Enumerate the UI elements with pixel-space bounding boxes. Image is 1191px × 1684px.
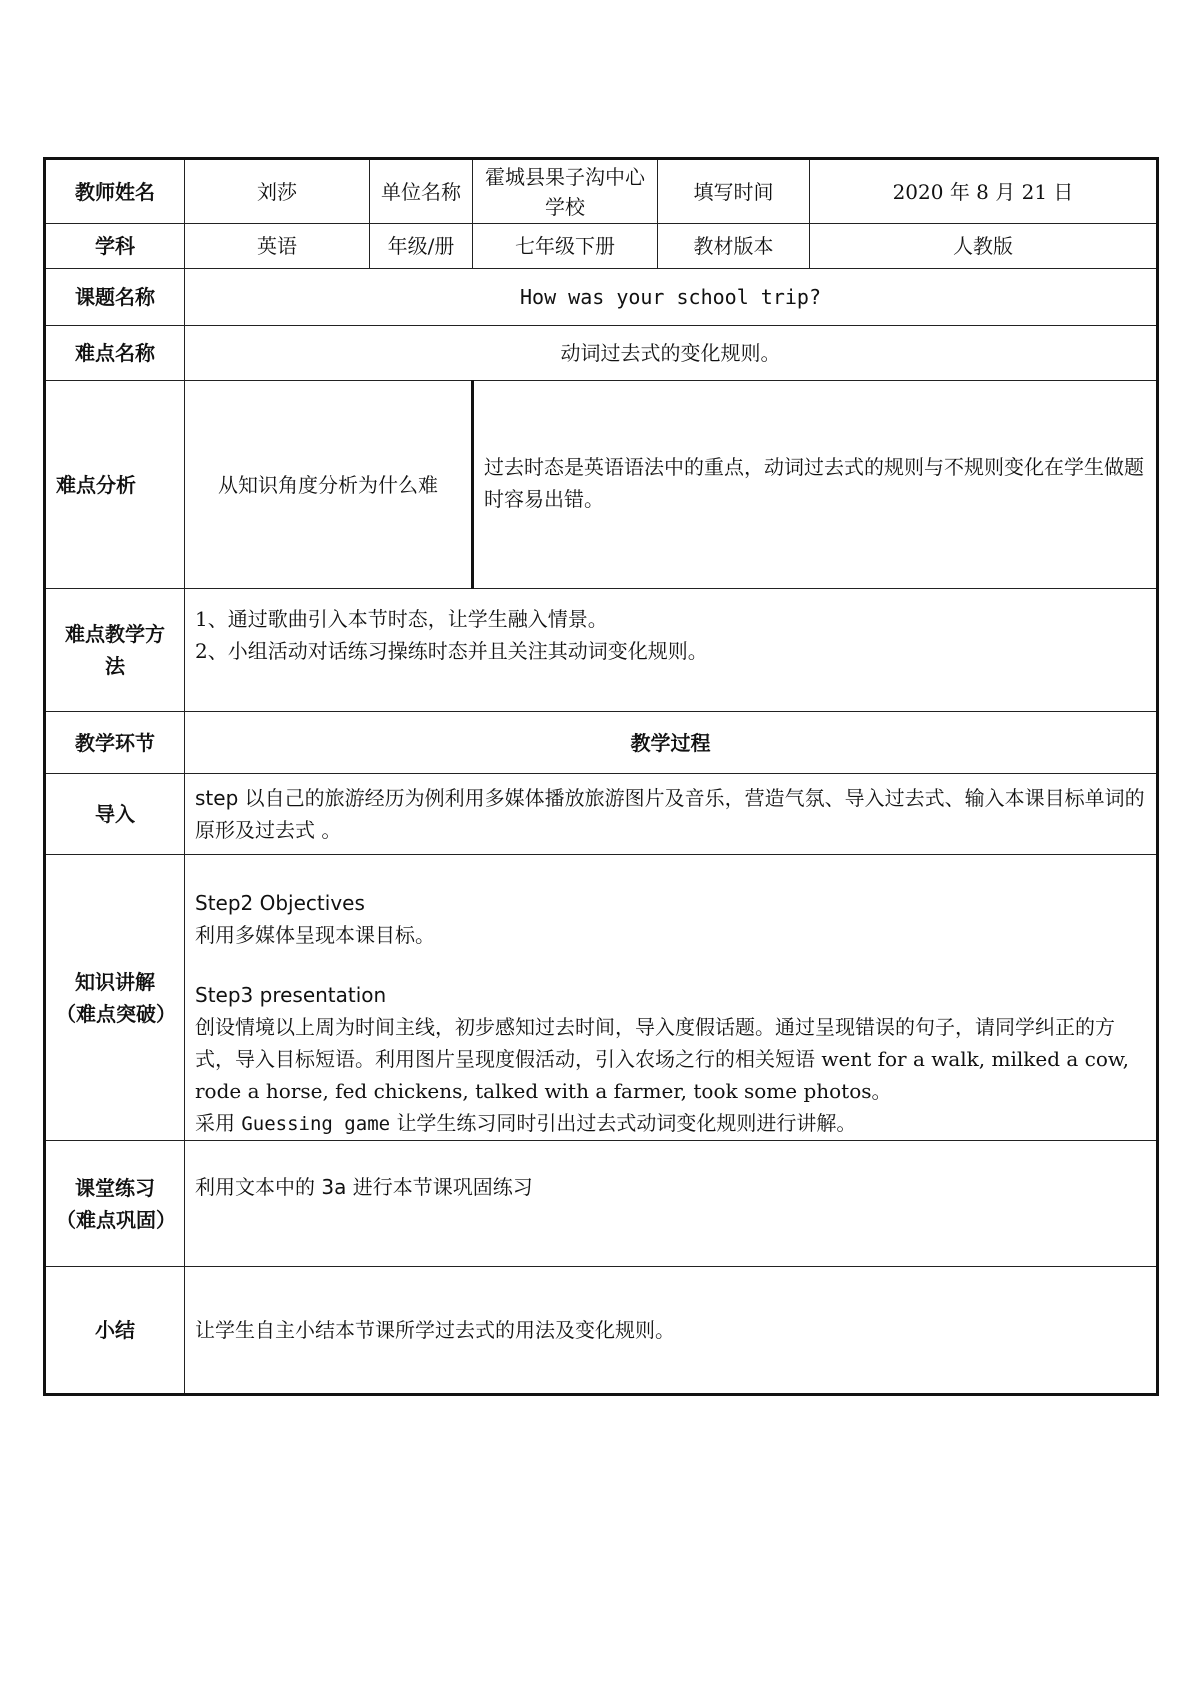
practice-text: 利用文本中的 3a 进行本节课巩固练习 (185, 1141, 1158, 1267)
step2-text: 利用多媒体呈现本课目标。 (195, 923, 435, 947)
method-label: 难点教学方法 (45, 589, 185, 712)
difficulty-value: 动词过去式的变化规则。 (185, 326, 1158, 381)
intro-label: 导入 (45, 774, 185, 855)
row-intro (45, 774, 1158, 855)
practice-label-1: 课堂练习 (75, 1175, 155, 1200)
method-line-1: 1、通过歌曲引入本节时态，让学生融入情景。 (195, 607, 608, 631)
knowledge-label (45, 855, 185, 1141)
row-summary (45, 1267, 1158, 1395)
summary-text: 让学生自主小结本节课所学过去式的用法及变化规则。 (185, 1267, 1158, 1395)
subject-label: 学科 (45, 224, 185, 269)
intro-text: step 以自己的旅游经历为例利用多媒体播放旅游图片及音乐，营造气氛、导入过去式、输入本课目标单词的原形及过去式 。 (185, 774, 1158, 855)
knowledge-label-2: （难点突破） (56, 1001, 176, 1026)
row-practice (45, 1141, 1158, 1267)
practice-label (45, 1141, 185, 1267)
edition-label: 教材版本 (658, 224, 810, 269)
game-line (195, 1107, 1146, 1140)
row-knowledge (45, 855, 1158, 1141)
method-line-2: 2、小组活动对话练习操练时态并且关注其动词变化规则。 (195, 639, 708, 663)
row-subject (45, 224, 1158, 269)
analysis-text: 过去时态是英语语法中的重点，动词过去式的规则与不规则变化在学生做题时容易出错。 (473, 381, 1158, 589)
analysis-label: 难点分析 (45, 381, 185, 589)
row-method (45, 589, 1158, 712)
lesson-form-table (43, 157, 1159, 1396)
grade-value: 七年级下册 (473, 224, 658, 269)
row-analysis (45, 381, 1158, 589)
grade-label: 年级/册 (370, 224, 473, 269)
row-difficulty (45, 326, 1158, 381)
date-label: 填写时间 (658, 159, 810, 224)
practice-label-2: （难点巩固） (56, 1207, 176, 1232)
knowledge-label-1: 知识讲解 (75, 969, 155, 994)
knowledge-content (185, 855, 1158, 1141)
game-suffix: 让学生练习同时引出过去式动词变化规则进行讲解。 (396, 1111, 857, 1135)
process-value: 教学过程 (185, 712, 1158, 774)
teacher-label: 教师姓名 (45, 159, 185, 224)
summary-label: 小结 (45, 1267, 185, 1395)
row-teacher (45, 159, 1158, 224)
topic-label: 课题名称 (45, 269, 185, 326)
subject-value: 英语 (185, 224, 370, 269)
step3-text: 创设情境以上周为时间主线，初步感知过去时间，导入度假话题。通过呈现错误的句子，请同学纠正的方式，导入目标短语。利用图片呈现度假活动，引入农场之行的相关短语 went for a walk, milked a cow, rode a horse, fed chickens, talked with a farmer, took some photos。 (195, 1015, 1130, 1103)
game-name: Guessing game (241, 1113, 391, 1135)
teacher-name: 刘莎 (185, 159, 370, 224)
topic-value: How was your school trip? (185, 269, 1158, 326)
row-process-header (45, 712, 1158, 774)
analysis-sub-label: 从知识角度分析为什么难 (185, 381, 473, 589)
difficulty-label: 难点名称 (45, 326, 185, 381)
unit-label: 单位名称 (370, 159, 473, 224)
method-lines (185, 589, 1158, 712)
process-label: 教学环节 (45, 712, 185, 774)
game-prefix: 采用 (195, 1111, 235, 1135)
step3-title: Step3 presentation (195, 983, 387, 1007)
date-value: 2020 年 8 月 21 日 (810, 159, 1158, 224)
row-topic (45, 269, 1158, 326)
step2-title: Step2 Objectives (195, 891, 365, 915)
unit-name: 霍城县果子沟中心学校 (473, 159, 658, 224)
edition-value: 人教版 (810, 224, 1158, 269)
